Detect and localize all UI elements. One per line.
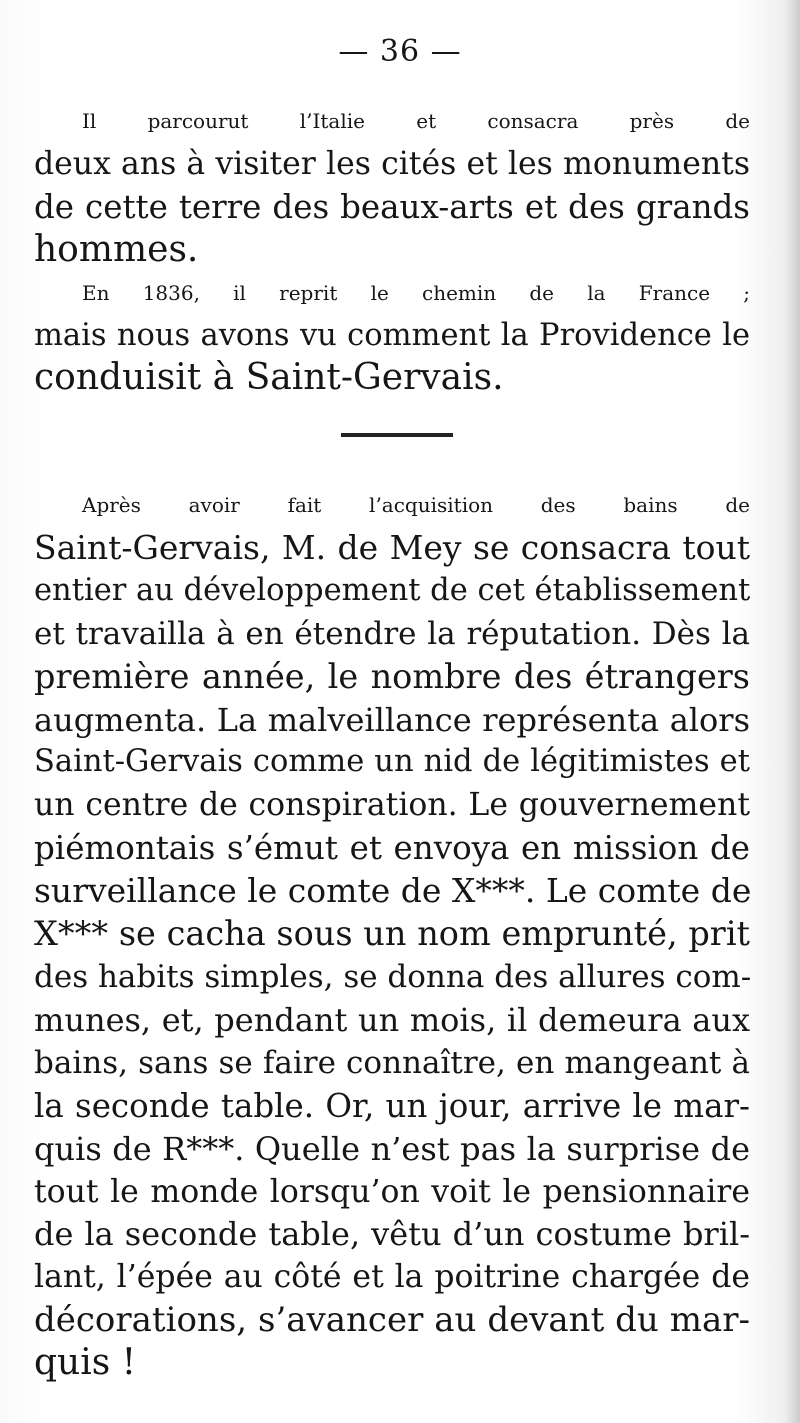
paragraph-line: de cette terre des beaux-arts et des grands bbox=[34, 187, 750, 226]
page-number: — 36 — bbox=[338, 34, 462, 69]
paragraph-line: des habits simples, se donna des allures com- bbox=[34, 958, 752, 995]
paragraph-line: En 1836, il reprit le chemin de la France ; bbox=[82, 280, 750, 305]
paragraph-line: conduisit à Saint-Gervais. bbox=[34, 357, 504, 399]
paragraph-line: augmenta. La malveillance représenta alors bbox=[34, 700, 750, 739]
paragraph-line: deux ans à visiter les cités et les monuments bbox=[34, 145, 750, 182]
page-edge-shadow bbox=[786, 0, 800, 1423]
paragraph-line: Après avoir fait l’acquisition des bains de bbox=[82, 493, 750, 517]
paragraph-line: première année, le nombre des étrangers bbox=[34, 656, 750, 696]
paragraph-line: entier au développement de cet établissement bbox=[34, 572, 751, 608]
paragraph-line: quis ! bbox=[34, 1342, 137, 1384]
paragraph-line: Saint-Gervais, M. de Mey se consacra tout bbox=[34, 527, 750, 567]
paragraph-line: munes, et, pendant un mois, il demeura aux bbox=[34, 1000, 750, 1039]
paragraph-line: un centre de conspiration. Le gouvernement bbox=[34, 787, 750, 824]
paragraph-line: quis de R***. Quelle n’est pas la surprise de bbox=[34, 1129, 750, 1168]
paragraph-line: hommes. bbox=[34, 228, 199, 270]
paragraph-line: tout le monde lorsqu’on voit le pensionnaire bbox=[34, 1173, 750, 1210]
text-block-lower bbox=[34, 484, 750, 1385]
paragraph-line: lant, l’épée au côté et la poitrine chargée de bbox=[34, 1259, 750, 1296]
paragraph-line: bains, sans se faire connaître, en mangeant à bbox=[34, 1044, 750, 1081]
paragraph-line: surveillance le comte de X***. Le comte de bbox=[34, 871, 752, 911]
paragraph-line: Il parcourut l’Italie et consacra près de bbox=[82, 109, 750, 133]
paragraph-line: X*** se cacha sous un nom emprunté, prit bbox=[34, 914, 750, 954]
paragraph-line: la seconde table. Or, un jour, arrive le mar- bbox=[34, 1086, 750, 1125]
paragraph-line: Saint-Gervais comme un nid de légitimistes et bbox=[34, 744, 750, 780]
paragraph-line: de la seconde table, vêtu d’un costume bril- bbox=[34, 1215, 750, 1254]
paragraph-line: mais nous avons vu comment la Providence le bbox=[34, 317, 750, 353]
paragraph-line: et travailla à en étendre la réputation. Dès la bbox=[34, 615, 750, 652]
section-separator bbox=[341, 433, 453, 437]
paragraph-line: décorations, s’avancer au devant du mar- bbox=[34, 1300, 750, 1341]
text-block-upper bbox=[34, 100, 750, 400]
paragraph-line: piémontais s’émut et envoya en mission de bbox=[34, 829, 750, 868]
